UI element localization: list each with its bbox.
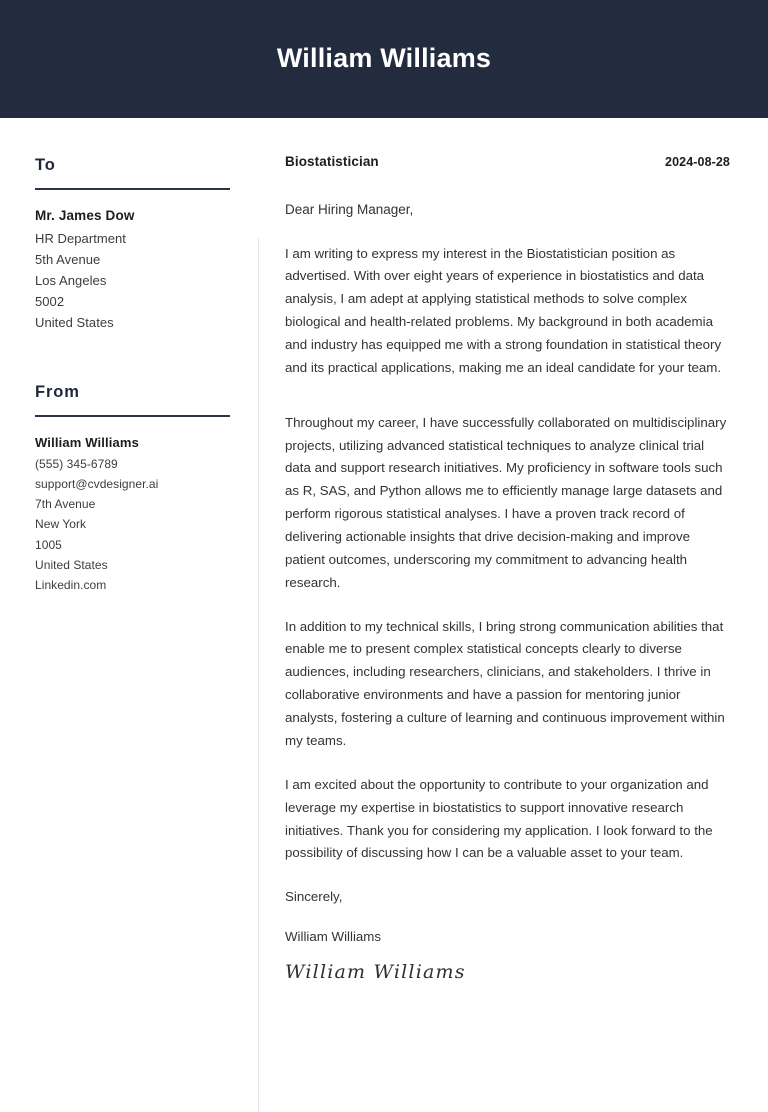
recipient-line: HR Department — [35, 230, 126, 246]
sender-phone: (555) 345-6789 — [35, 456, 118, 471]
recipient-line: 5002 — [35, 293, 65, 309]
salutation: Dear Hiring Manager, — [285, 202, 414, 217]
closing-salutation: Sincerely, — [285, 889, 343, 905]
letter-column — [258, 118, 768, 984]
sender-block — [35, 383, 230, 595]
sender-name: William Williams — [35, 434, 140, 450]
document-body — [0, 118, 768, 984]
letter-header-row — [285, 154, 730, 169]
applicant-name-title: William Williams — [276, 43, 492, 74]
sender-heading-rule — [35, 415, 230, 417]
document-header-banner — [0, 0, 768, 118]
recipient-name: Mr. James Dow — [35, 207, 135, 223]
recipient-line: Los Angeles — [35, 272, 107, 288]
recipient-heading-rule — [35, 188, 230, 190]
closing-name: William Williams — [285, 928, 382, 944]
sender-postal-code: 1005 — [35, 537, 62, 552]
job-title: Biostatistician — [285, 154, 379, 169]
recipient-block — [35, 156, 230, 333]
sender-street: 7th Avenue — [35, 497, 96, 512]
sender-email: support@cvdesigner.ai — [35, 477, 159, 492]
letter-paragraph: I am excited about the opportunity to contribute to your organization and leverage my expertise in biostatistics to support innovative research initiatives. Thank you for considering my application. I look forward to the possibility of discussing how I can be a valuable asset to your team. — [285, 776, 713, 861]
signature-script: William Williams — [285, 961, 466, 984]
column-divider — [258, 238, 259, 1112]
sender-heading: From — [35, 382, 80, 401]
letter-paragraph: In addition to my technical skills, I bring strong communication abilities that enable me to present complex statistical concepts clearly to diverse audiences, including researchers, clinicians, and stakeholders. I thrive in collaborative environments and have a passion for mentoring junior analysts, fostering a culture of learning and continuous improvement within my teams. — [285, 618, 725, 748]
letter-paragraph: I am writing to express my interest in the Biostatistician position as advertised. With over eight years of experience in biostatistics and data analysis, I am adept at applying statistical methods to solve complex biological and health-related problems. My background in both academia and industry has equipped me with a strong foundation in statistical theory and its practical applications, making me an ideal candidate for your team. — [285, 245, 722, 375]
sender-website: Linkedin.com — [35, 577, 107, 592]
recipient-line: United States — [35, 314, 114, 330]
sender-city: New York — [35, 517, 87, 532]
address-sidebar — [0, 118, 258, 599]
sender-country: United States — [35, 557, 108, 572]
letter-date: 2024-08-28 — [665, 155, 730, 169]
letter-paragraph: Throughout my career, I have successfully collaborated on multidisciplinary projects, utilizing advanced statistical techniques to analyze clinical trial data and support research initiatives. My proficiency in software tools such as R, SAS, and Python allows me to efficiently manage large datasets and perform rigorous statistical analyses. I have a proven track record of delivering actionable insights that drive decision-making and improve patient outcomes, underscoring my commitment to advancing health research. — [285, 414, 727, 590]
recipient-line: 5th Avenue — [35, 251, 101, 267]
recipient-heading: To — [35, 156, 56, 174]
